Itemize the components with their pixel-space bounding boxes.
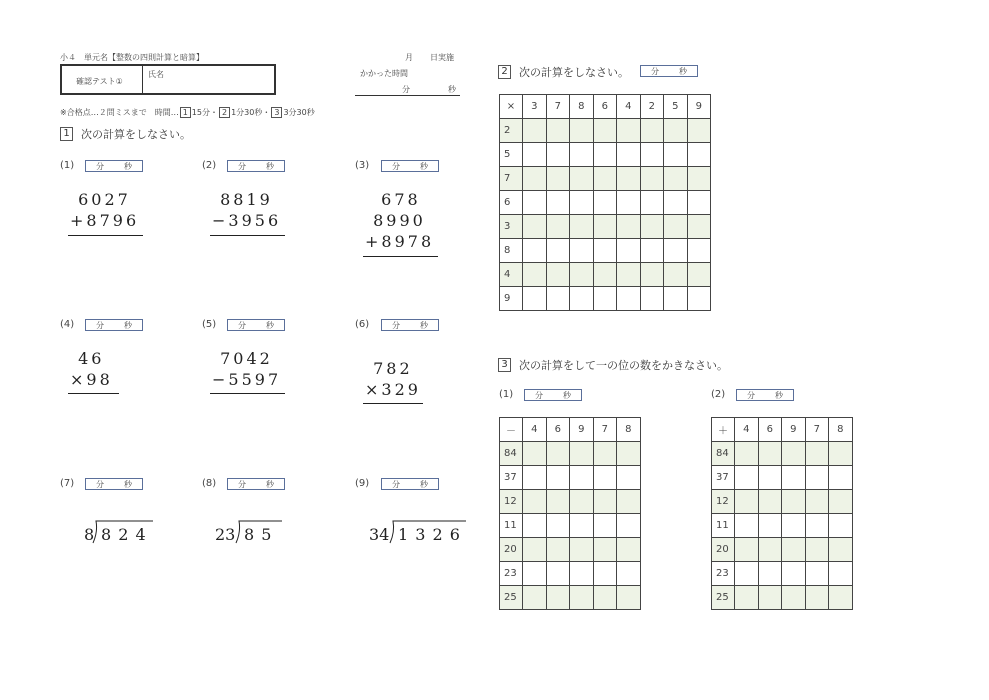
time-underline [355, 95, 460, 96]
info-divider [142, 66, 143, 93]
mult-grid-answer-cell[interactable] [640, 287, 664, 311]
add-grid-answer-cell[interactable] [829, 586, 853, 610]
multiplication-grid [499, 94, 711, 311]
mult-grid-col-header: 4 [617, 95, 641, 119]
mult-grid-answer-cell[interactable] [593, 143, 617, 167]
problem-5-timebox[interactable]: 分 秒 [227, 319, 285, 331]
add-grid-row [712, 586, 853, 610]
mult-grid-col-header: 9 [687, 95, 711, 119]
time-3: 3分30秒 [283, 108, 315, 117]
mult-grid-answer-cell[interactable] [664, 191, 688, 215]
mult-grid-answer-cell[interactable] [617, 119, 641, 143]
add-grid-answer-cell[interactable] [829, 538, 853, 562]
problem-8-timebox[interactable]: 分 秒 [227, 478, 285, 490]
sub-grid-answer-cell[interactable] [570, 466, 594, 490]
add-grid-answer-cell[interactable] [829, 466, 853, 490]
problem-6-timebox[interactable]: 分 秒 [381, 319, 439, 331]
mult-grid-answer-cell[interactable] [546, 191, 570, 215]
sub-grid-col-header: 8 [617, 418, 641, 442]
sub-grid-answer-cell[interactable] [593, 466, 617, 490]
mult-grid-operator: × [500, 95, 523, 119]
add-grid-answer-cell[interactable] [829, 514, 853, 538]
mult-grid-row [500, 239, 711, 263]
problem-2-timebox[interactable]: 分 秒 [227, 160, 285, 172]
problem-1-line-1: 6027 [70, 190, 131, 209]
problem-8-divisor: 23 [215, 525, 236, 544]
problem-3-timebox[interactable]: 分 秒 [381, 160, 439, 172]
mult-grid-answer-cell[interactable] [593, 191, 617, 215]
mult-grid-answer-cell[interactable] [617, 263, 641, 287]
mult-grid-col-header: 5 [664, 95, 688, 119]
sub-grid-answer-cell[interactable] [617, 466, 641, 490]
sub-grid-answer-cell[interactable] [523, 442, 547, 466]
mult-grid-answer-cell[interactable] [640, 143, 664, 167]
sub-grid-row-header: 25 [500, 586, 523, 610]
add-grid-col-header: 7 [805, 418, 829, 442]
add-grid-row-header: 37 [712, 466, 735, 490]
sub-grid-answer-cell[interactable] [593, 586, 617, 610]
add-grid-answer-cell[interactable] [805, 490, 829, 514]
problem-7-divisor: 8 [84, 525, 95, 544]
mult-grid-answer-cell[interactable] [640, 215, 664, 239]
section3-table1-timebox[interactable]: 分 秒 [524, 389, 582, 401]
sub-grid-answer-cell[interactable] [593, 490, 617, 514]
mult-grid-row-header: 8 [500, 239, 523, 263]
time-1: 15分・ [191, 108, 218, 117]
add-grid-answer-cell[interactable] [782, 466, 806, 490]
problem-6-label: (6) [355, 319, 370, 330]
problem-1-line-2: +8796 [70, 211, 140, 230]
mult-grid-answer-cell[interactable] [546, 239, 570, 263]
mult-grid-answer-cell[interactable] [523, 119, 547, 143]
mult-grid-col-header: 2 [640, 95, 664, 119]
mult-grid-answer-cell[interactable] [640, 263, 664, 287]
mult-grid-answer-cell[interactable] [687, 215, 711, 239]
mult-grid-answer-cell[interactable] [687, 167, 711, 191]
mult-grid-answer-cell[interactable] [523, 143, 547, 167]
mult-grid-answer-cell[interactable] [546, 119, 570, 143]
section3-table1-label: (1) [499, 389, 514, 400]
mult-grid-row [500, 287, 711, 311]
problem-2-underline [210, 235, 285, 236]
add-grid-answer-cell[interactable] [782, 442, 806, 466]
sub-grid-answer-cell[interactable] [523, 586, 547, 610]
sub-grid-answer-cell[interactable] [546, 466, 570, 490]
problem-7-dividend: 8 2 4 [101, 525, 147, 544]
sub-grid-row-header: 84 [500, 442, 523, 466]
mult-grid-col-header: 6 [593, 95, 617, 119]
mult-grid-answer-cell[interactable] [640, 167, 664, 191]
mult-grid-answer-cell[interactable] [687, 191, 711, 215]
mult-grid-answer-cell[interactable] [570, 239, 594, 263]
problem-4-label: (4) [60, 319, 75, 330]
time-ref-3: 3 [271, 107, 282, 118]
pass-note-text: ※合格点…２問ミスまで 時間… [60, 108, 179, 117]
mult-grid-answer-cell[interactable] [593, 263, 617, 287]
mult-grid-row [500, 119, 711, 143]
sub-grid-row [500, 466, 641, 490]
sub-grid-answer-cell[interactable] [570, 490, 594, 514]
add-grid-answer-cell[interactable] [805, 466, 829, 490]
problem-5-line-2: −5597 [212, 370, 282, 389]
mult-grid-answer-cell[interactable] [664, 215, 688, 239]
add-grid-operator: ＋ [712, 418, 735, 442]
add-grid-answer-cell[interactable] [735, 586, 759, 610]
problem-8-label: (8) [202, 478, 217, 489]
sub-grid-row [500, 562, 641, 586]
mult-grid-col-header: 8 [570, 95, 594, 119]
mult-grid-row-header: 3 [500, 215, 523, 239]
section3-number: 3 [498, 358, 511, 372]
mult-grid-answer-cell[interactable] [664, 143, 688, 167]
problem-5-underline [210, 393, 285, 394]
sub-grid-answer-cell[interactable] [546, 562, 570, 586]
mult-grid-answer-cell[interactable] [687, 287, 711, 311]
problem-2-line-1: 8819 [212, 190, 273, 209]
mult-grid-answer-cell[interactable] [523, 239, 547, 263]
mult-grid-row [500, 263, 711, 287]
add-grid-row-header: 23 [712, 562, 735, 586]
mult-grid-answer-cell[interactable] [640, 119, 664, 143]
sub-grid-answer-cell[interactable] [617, 490, 641, 514]
mult-grid-answer-cell[interactable] [664, 119, 688, 143]
mult-grid-answer-cell[interactable] [617, 191, 641, 215]
add-grid-row [712, 562, 853, 586]
sub-grid-answer-cell[interactable] [570, 538, 594, 562]
mult-grid-answer-cell[interactable] [593, 167, 617, 191]
mult-grid-col-header: 3 [523, 95, 547, 119]
sub-grid-answer-cell[interactable] [617, 442, 641, 466]
add-grid-answer-cell[interactable] [782, 490, 806, 514]
mult-grid-row-header: 7 [500, 167, 523, 191]
sub-grid-row-header: 20 [500, 538, 523, 562]
add-grid-answer-cell[interactable] [758, 466, 782, 490]
problem-9-divisor: 34 [369, 525, 390, 544]
mult-grid-answer-cell[interactable] [687, 239, 711, 263]
mult-grid-answer-cell[interactable] [546, 263, 570, 287]
mult-grid-row [500, 215, 711, 239]
sub-grid-answer-cell[interactable] [617, 538, 641, 562]
problem-5-line-1: 7042 [212, 349, 273, 368]
section3-table2-label: (2) [711, 389, 726, 400]
problem-6-line-1: 782 [365, 359, 413, 378]
add-grid-answer-cell[interactable] [758, 538, 782, 562]
mult-grid-row-header: 6 [500, 191, 523, 215]
mult-grid-row-header: 5 [500, 143, 523, 167]
add-grid-answer-cell[interactable] [758, 562, 782, 586]
student-info-box [60, 64, 276, 95]
mult-grid-row [500, 167, 711, 191]
mult-grid-row-header: 4 [500, 263, 523, 287]
problem-7-label: (7) [60, 478, 75, 489]
sub-grid-answer-cell[interactable] [523, 562, 547, 586]
add-grid-answer-cell[interactable] [805, 538, 829, 562]
unit-title: 小４ 単元名【整数の四則計算と暗算】 [60, 53, 204, 62]
sub-grid-row [500, 586, 641, 610]
sub-grid-answer-cell[interactable] [617, 586, 641, 610]
mult-grid-answer-cell[interactable] [617, 143, 641, 167]
sub-grid-answer-cell[interactable] [570, 442, 594, 466]
sub-grid-answer-cell[interactable] [593, 514, 617, 538]
add-grid-answer-cell[interactable] [805, 586, 829, 610]
mult-grid-answer-cell[interactable] [570, 167, 594, 191]
sub-grid-answer-cell[interactable] [546, 538, 570, 562]
problem-1-label: (1) [60, 160, 75, 171]
sub-grid-col-header: 7 [593, 418, 617, 442]
add-grid-col-header: 6 [758, 418, 782, 442]
add-grid-answer-cell[interactable] [758, 586, 782, 610]
problem-2-label: (2) [202, 160, 217, 171]
mult-grid-answer-cell[interactable] [570, 143, 594, 167]
time-min-label: 分 [402, 85, 410, 94]
problem-3-line-2: 8990 [365, 211, 426, 230]
add-grid-answer-cell[interactable] [735, 562, 759, 586]
mult-grid-answer-cell[interactable] [617, 167, 641, 191]
problem-3-underline [363, 256, 438, 257]
problem-2-line-2: −3956 [212, 211, 282, 230]
sub-grid-row-header: 23 [500, 562, 523, 586]
add-grid-answer-cell[interactable] [735, 466, 759, 490]
time-ref-2: 2 [219, 107, 230, 118]
sub-grid-answer-cell[interactable] [546, 490, 570, 514]
mult-grid-answer-cell[interactable] [640, 191, 664, 215]
add-grid-row [712, 514, 853, 538]
sub-grid-answer-cell[interactable] [570, 562, 594, 586]
time-2: 1分30秒・ [231, 108, 271, 117]
problem-9-label: (9) [355, 478, 370, 489]
sub-grid-answer-cell[interactable] [523, 466, 547, 490]
sub-grid-operator: － [500, 418, 523, 442]
problem-9-dividend: 1 3 2 6 [398, 525, 461, 544]
mult-grid-col-header: 7 [546, 95, 570, 119]
add-grid-answer-cell[interactable] [735, 490, 759, 514]
pass-note [60, 107, 315, 118]
problem-3-line-1: 678 [365, 190, 421, 209]
mult-grid-answer-cell[interactable] [617, 239, 641, 263]
problem-4-underline [68, 393, 119, 394]
problem-9-timebox[interactable]: 分 秒 [381, 478, 439, 490]
mult-grid-answer-cell[interactable] [687, 143, 711, 167]
mult-grid-answer-cell[interactable] [546, 215, 570, 239]
problem-5-label: (5) [202, 319, 217, 330]
add-grid-answer-cell[interactable] [805, 514, 829, 538]
mult-grid-answer-cell[interactable] [570, 263, 594, 287]
month-label: 月 [405, 53, 413, 62]
section2-number: 2 [498, 65, 511, 79]
sub-grid-row [500, 538, 641, 562]
sub-grid-answer-cell[interactable] [570, 586, 594, 610]
problem-4-line-2: ×98 [70, 370, 113, 389]
test-name: 確認テスト① [76, 77, 123, 86]
mult-grid-answer-cell[interactable] [523, 215, 547, 239]
section2-timebox[interactable]: 分 秒 [640, 65, 698, 77]
add-grid-answer-cell[interactable] [805, 442, 829, 466]
sub-grid-col-header: 4 [523, 418, 547, 442]
day-label: 日実施 [430, 53, 454, 62]
add-grid-col-header: 4 [735, 418, 759, 442]
add-grid-answer-cell[interactable] [829, 442, 853, 466]
add-grid-answer-cell[interactable] [758, 490, 782, 514]
sub-grid-answer-cell[interactable] [523, 538, 547, 562]
mult-grid-answer-cell[interactable] [546, 167, 570, 191]
mult-grid-answer-cell[interactable] [523, 191, 547, 215]
problem-4-line-1: 46 [70, 349, 105, 368]
name-label: 氏名 [148, 70, 164, 79]
mult-grid-answer-cell[interactable] [570, 191, 594, 215]
mult-grid-answer-cell[interactable] [664, 263, 688, 287]
sub-grid-row [500, 490, 641, 514]
add-grid-answer-cell[interactable] [735, 538, 759, 562]
mult-grid-answer-cell[interactable] [664, 239, 688, 263]
add-grid-row-header: 25 [712, 586, 735, 610]
add-grid-answer-cell[interactable] [782, 586, 806, 610]
add-grid-answer-cell[interactable] [782, 562, 806, 586]
mult-grid-row-header: 9 [500, 287, 523, 311]
mult-grid-answer-cell[interactable] [593, 239, 617, 263]
sub-grid-answer-cell[interactable] [593, 538, 617, 562]
add-grid-answer-cell[interactable] [735, 442, 759, 466]
time-taken-label: かかった時間 [360, 69, 408, 78]
mult-grid-answer-cell[interactable] [687, 119, 711, 143]
problem-3-line-3: +8978 [365, 232, 435, 251]
mult-grid-answer-cell[interactable] [640, 239, 664, 263]
add-grid-row [712, 442, 853, 466]
sub-grid-answer-cell[interactable] [593, 442, 617, 466]
problem-1-underline [68, 235, 143, 236]
mult-grid-answer-cell[interactable] [570, 215, 594, 239]
add-grid-answer-cell[interactable] [782, 514, 806, 538]
sub-grid-answer-cell[interactable] [546, 514, 570, 538]
add-grid-row-header: 11 [712, 514, 735, 538]
add-grid-answer-cell[interactable] [782, 538, 806, 562]
mult-grid-row [500, 191, 711, 215]
mult-grid-answer-cell[interactable] [593, 287, 617, 311]
mult-grid-answer-cell[interactable] [617, 215, 641, 239]
problem-8-dividend: 8 5 [244, 525, 273, 544]
time-sec-label: 秒 [448, 85, 456, 94]
add-grid-row [712, 538, 853, 562]
time-ref-1: 1 [180, 107, 191, 118]
mult-grid-answer-cell[interactable] [523, 263, 547, 287]
mult-grid-answer-cell[interactable] [593, 119, 617, 143]
mult-grid-row-header: 2 [500, 119, 523, 143]
sub-grid-answer-cell[interactable] [617, 562, 641, 586]
section3-heading [498, 357, 728, 373]
mult-grid-answer-cell[interactable] [687, 263, 711, 287]
sub-grid-answer-cell[interactable] [546, 442, 570, 466]
sub-grid-answer-cell[interactable] [546, 586, 570, 610]
sub-grid-answer-cell[interactable] [593, 562, 617, 586]
sub-grid-answer-cell[interactable] [570, 514, 594, 538]
sub-grid-row-header: 12 [500, 490, 523, 514]
addition-grid [711, 417, 853, 610]
sub-grid-answer-cell[interactable] [523, 490, 547, 514]
section1-number: 1 [60, 127, 73, 141]
section2-heading [498, 64, 629, 80]
add-grid-answer-cell[interactable] [829, 490, 853, 514]
section1-title: 次の計算をしなさい。 [81, 128, 191, 141]
add-grid-row-header: 84 [712, 442, 735, 466]
add-grid-col-header: 8 [829, 418, 853, 442]
section3-table2-timebox[interactable]: 分 秒 [736, 389, 794, 401]
sub-grid-answer-cell[interactable] [617, 514, 641, 538]
problem-4-timebox[interactable]: 分 秒 [85, 319, 143, 331]
add-grid-answer-cell[interactable] [758, 442, 782, 466]
problem-3-label: (3) [355, 160, 370, 171]
add-grid-answer-cell[interactable] [829, 562, 853, 586]
mult-grid-answer-cell[interactable] [546, 287, 570, 311]
section2-title: 次の計算をしなさい。 [519, 66, 629, 79]
mult-grid-answer-cell[interactable] [570, 119, 594, 143]
add-grid-row-header: 12 [712, 490, 735, 514]
subtraction-grid [499, 417, 641, 610]
sub-grid-row-header: 11 [500, 514, 523, 538]
add-grid-col-header: 9 [782, 418, 806, 442]
mult-grid-answer-cell[interactable] [570, 287, 594, 311]
mult-grid-answer-cell[interactable] [617, 287, 641, 311]
mult-grid-answer-cell[interactable] [546, 143, 570, 167]
sub-grid-row [500, 442, 641, 466]
mult-grid-answer-cell[interactable] [523, 287, 547, 311]
mult-grid-answer-cell[interactable] [664, 287, 688, 311]
add-grid-answer-cell[interactable] [805, 562, 829, 586]
sub-grid-col-header: 9 [570, 418, 594, 442]
mult-grid-answer-cell[interactable] [523, 167, 547, 191]
add-grid-row-header: 20 [712, 538, 735, 562]
sub-grid-col-header: 6 [546, 418, 570, 442]
section1-heading [60, 126, 191, 142]
sub-grid-answer-cell[interactable] [523, 514, 547, 538]
section3-title: 次の計算をして一の位の数をかきなさい。 [519, 359, 728, 372]
problem-1-timebox[interactable]: 分 秒 [85, 160, 143, 172]
add-grid-answer-cell[interactable] [758, 514, 782, 538]
problem-7-timebox[interactable]: 分 秒 [85, 478, 143, 490]
problem-6-line-2: ×329 [365, 380, 421, 399]
mult-grid-row [500, 143, 711, 167]
problem-6-underline [363, 403, 423, 404]
sub-grid-row-header: 37 [500, 466, 523, 490]
add-grid-row [712, 466, 853, 490]
mult-grid-answer-cell[interactable] [664, 167, 688, 191]
add-grid-row [712, 490, 853, 514]
mult-grid-answer-cell[interactable] [593, 215, 617, 239]
sub-grid-row [500, 514, 641, 538]
add-grid-answer-cell[interactable] [735, 514, 759, 538]
